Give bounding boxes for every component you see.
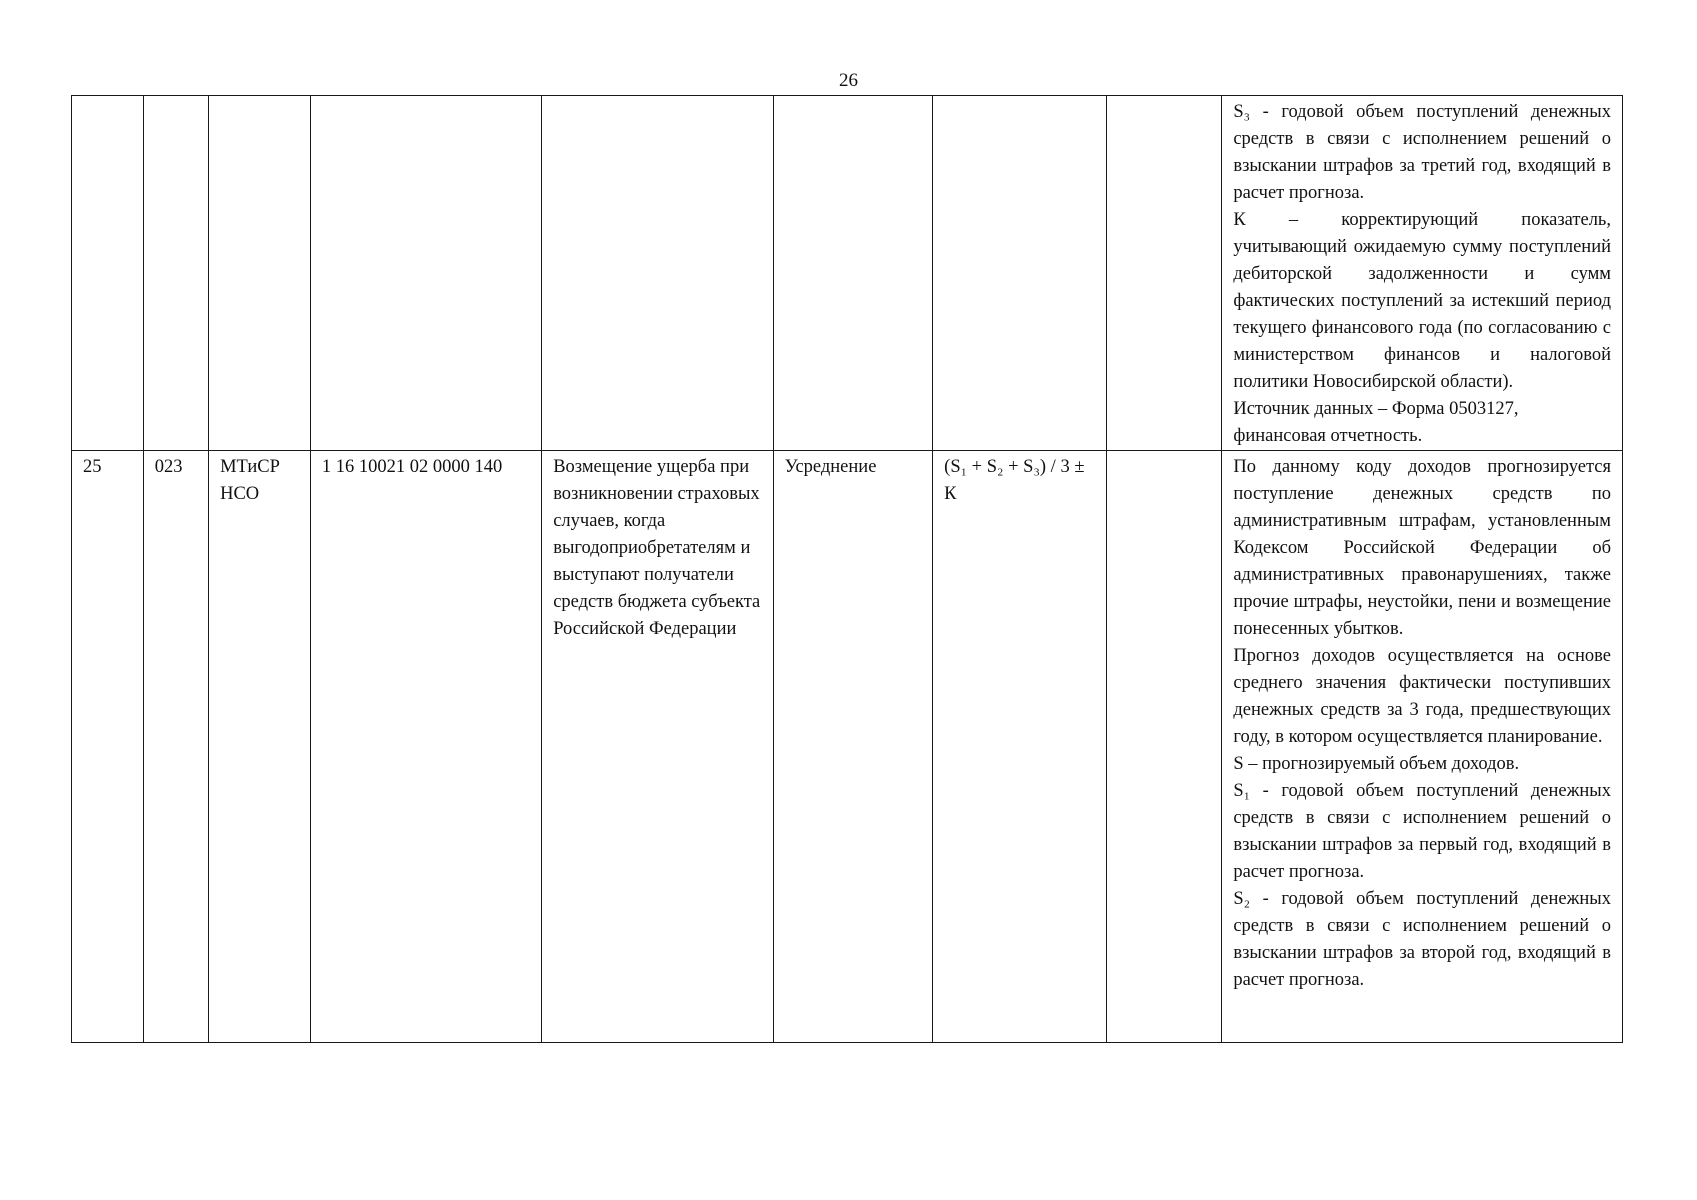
administrator-cell: МТиСР НСО — [209, 451, 311, 1043]
kbk-code-cell — [310, 96, 541, 451]
administrator-cell — [209, 96, 311, 451]
method-cell: Усреднение — [773, 451, 933, 1043]
page-number: 26 — [839, 70, 858, 91]
income-name-cell — [542, 96, 773, 451]
formula-cell — [933, 96, 1107, 451]
description-paragraph: К – корректирующий показатель, учитывающий ожидаемую сумму поступлений дебиторской задолженности и сумм фактических поступлений за истекший период текущего финансового года (по согласованию с министерством финансов и налоговой политики Новосибирской области). — [1233, 210, 1611, 392]
description-cell — [1222, 96, 1623, 451]
kbk-code-cell: 1 16 10021 02 0000 140 — [310, 451, 541, 1043]
description-paragraph: Прогноз доходов осуществляется на основе среднего значения фактически поступивших денежных средств за 3 года, предшествующих году, в котором осуществляется планирование. — [1233, 646, 1611, 747]
description-paragraph: По данному коду доходов прогнозируется поступление денежных средств по административным штрафам, установленным Кодексом Российской Федерации об административных правонарушениях, также прочие штрафы, неустойки, пени и возмещение понесенных убытков. — [1233, 457, 1611, 639]
description-cell — [1222, 451, 1623, 1043]
income-forecast-table — [71, 95, 1623, 1043]
formula-cell: (S₁ + S₂ + S₃) / 3 ± К — [933, 451, 1107, 1043]
description-paragraph: S₁ - годовой объем поступлений денежных средств в связи с исполнением решений о взыскании штрафов за первый год, входящий в расчет прогноза. — [1233, 781, 1611, 882]
row-number-cell — [72, 96, 144, 451]
income-name-cell: Возмещение ущерба при возникновении страховых случаев, когда выгодоприобретателям и выступают получатели средств бюджета субъекта Российской Федерации — [542, 451, 773, 1043]
description-paragraph: Источник данных – Форма 0503127, финансовая отчетность. — [1233, 399, 1519, 446]
extra-cell — [1106, 451, 1222, 1043]
admin-code-cell — [143, 96, 208, 451]
extra-cell — [1106, 96, 1222, 451]
method-cell — [773, 96, 933, 451]
description-paragraph: S – прогнозируемый объем доходов. — [1233, 754, 1520, 774]
description-paragraph: S₂ - годовой объем поступлений денежных средств в связи с исполнением решений о взыскании штрафов за второй год, входящий в расчет прогноза. — [1233, 889, 1611, 990]
row-number-cell: 25 — [72, 451, 144, 1043]
admin-code-cell: 023 — [143, 451, 208, 1043]
table-row — [72, 96, 1623, 451]
table-row — [72, 451, 1623, 1043]
description-paragraph: S₃ - годовой объем поступлений денежных средств в связи с исполнением решений о взыскании штрафов за третий год, входящий в расчет прогноза. — [1233, 102, 1611, 203]
